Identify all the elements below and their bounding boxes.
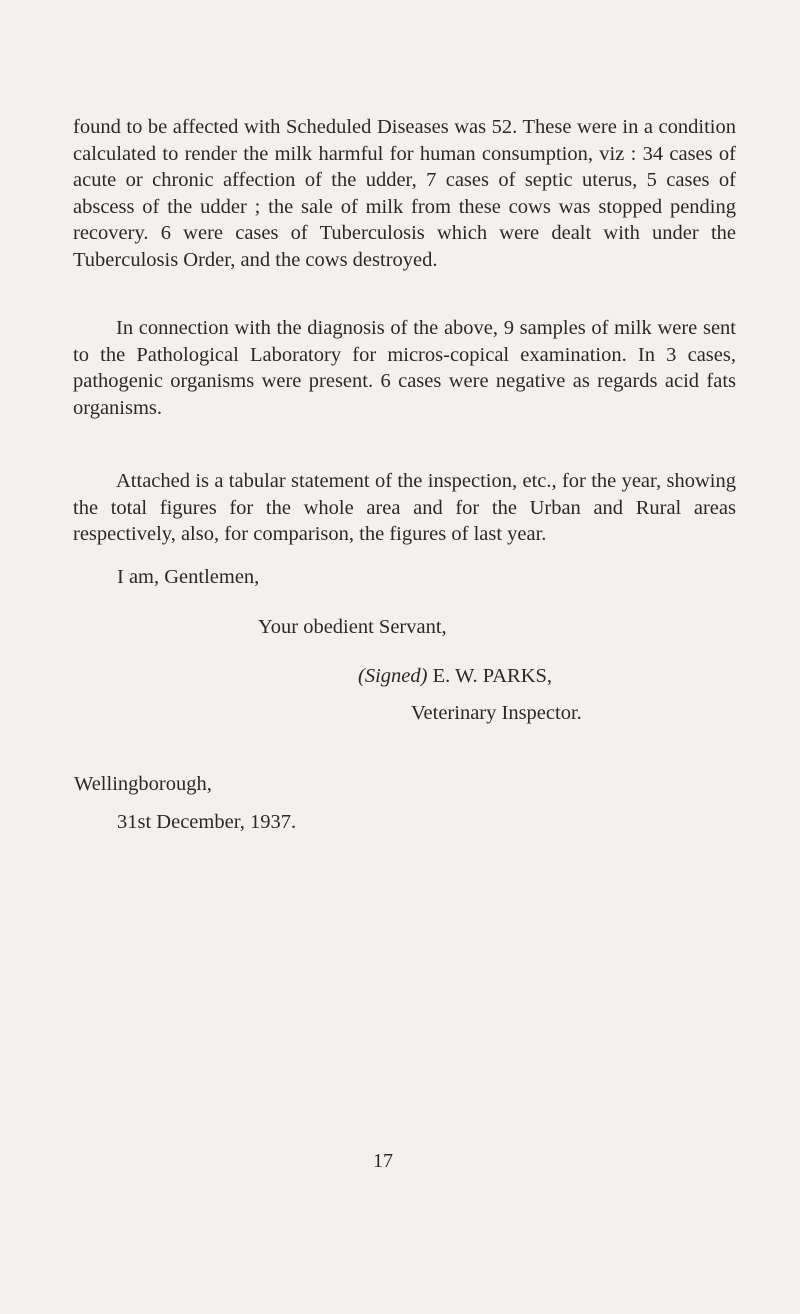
signatory-title: Veterinary Inspector.	[411, 702, 582, 724]
closing-obedient-servant: Your obedient Servant,	[258, 616, 447, 638]
signatory-name: E. W. PARKS,	[432, 665, 553, 687]
paragraph-milk-samples: In connection with the diagnosis of the above, 9 samples of milk were sent to the Pathological Laboratory for micros-copical examination. In 3 cases, pathogenic organisms were present. 6 cases were negative as regards acid fats organisms.	[73, 317, 736, 419]
page-number: 17	[373, 1150, 393, 1172]
paragraph-scheduled-diseases: found to be affected with Scheduled Diseases was 52. These were in a condition calculated to render the milk harmful for human consumption, viz : 34 cases of acute or chronic affection of the udder, 7 cases of septic uterus, 5 cases of abscess of the udder ; the sale of milk from these cows was stopped pending recovery. 6 were cases of Tuberculosis which were dealt with under the Tuberculosis Order, and the cows destroyed.	[73, 116, 736, 271]
closing-salutation: I am, Gentlemen,	[117, 566, 260, 588]
paragraph-tabular-statement: Attached is a tabular statement of the inspection, etc., for the year, showing the total figures for the whole area and for the Urban and Rural areas respectively, also, for comparison, the figures of last year.	[73, 470, 736, 545]
signed-label: (Signed)	[358, 665, 428, 687]
signature-line	[358, 663, 552, 689]
place-line: Wellingborough,	[74, 773, 212, 795]
date-line: 31st December, 1937.	[117, 811, 297, 833]
